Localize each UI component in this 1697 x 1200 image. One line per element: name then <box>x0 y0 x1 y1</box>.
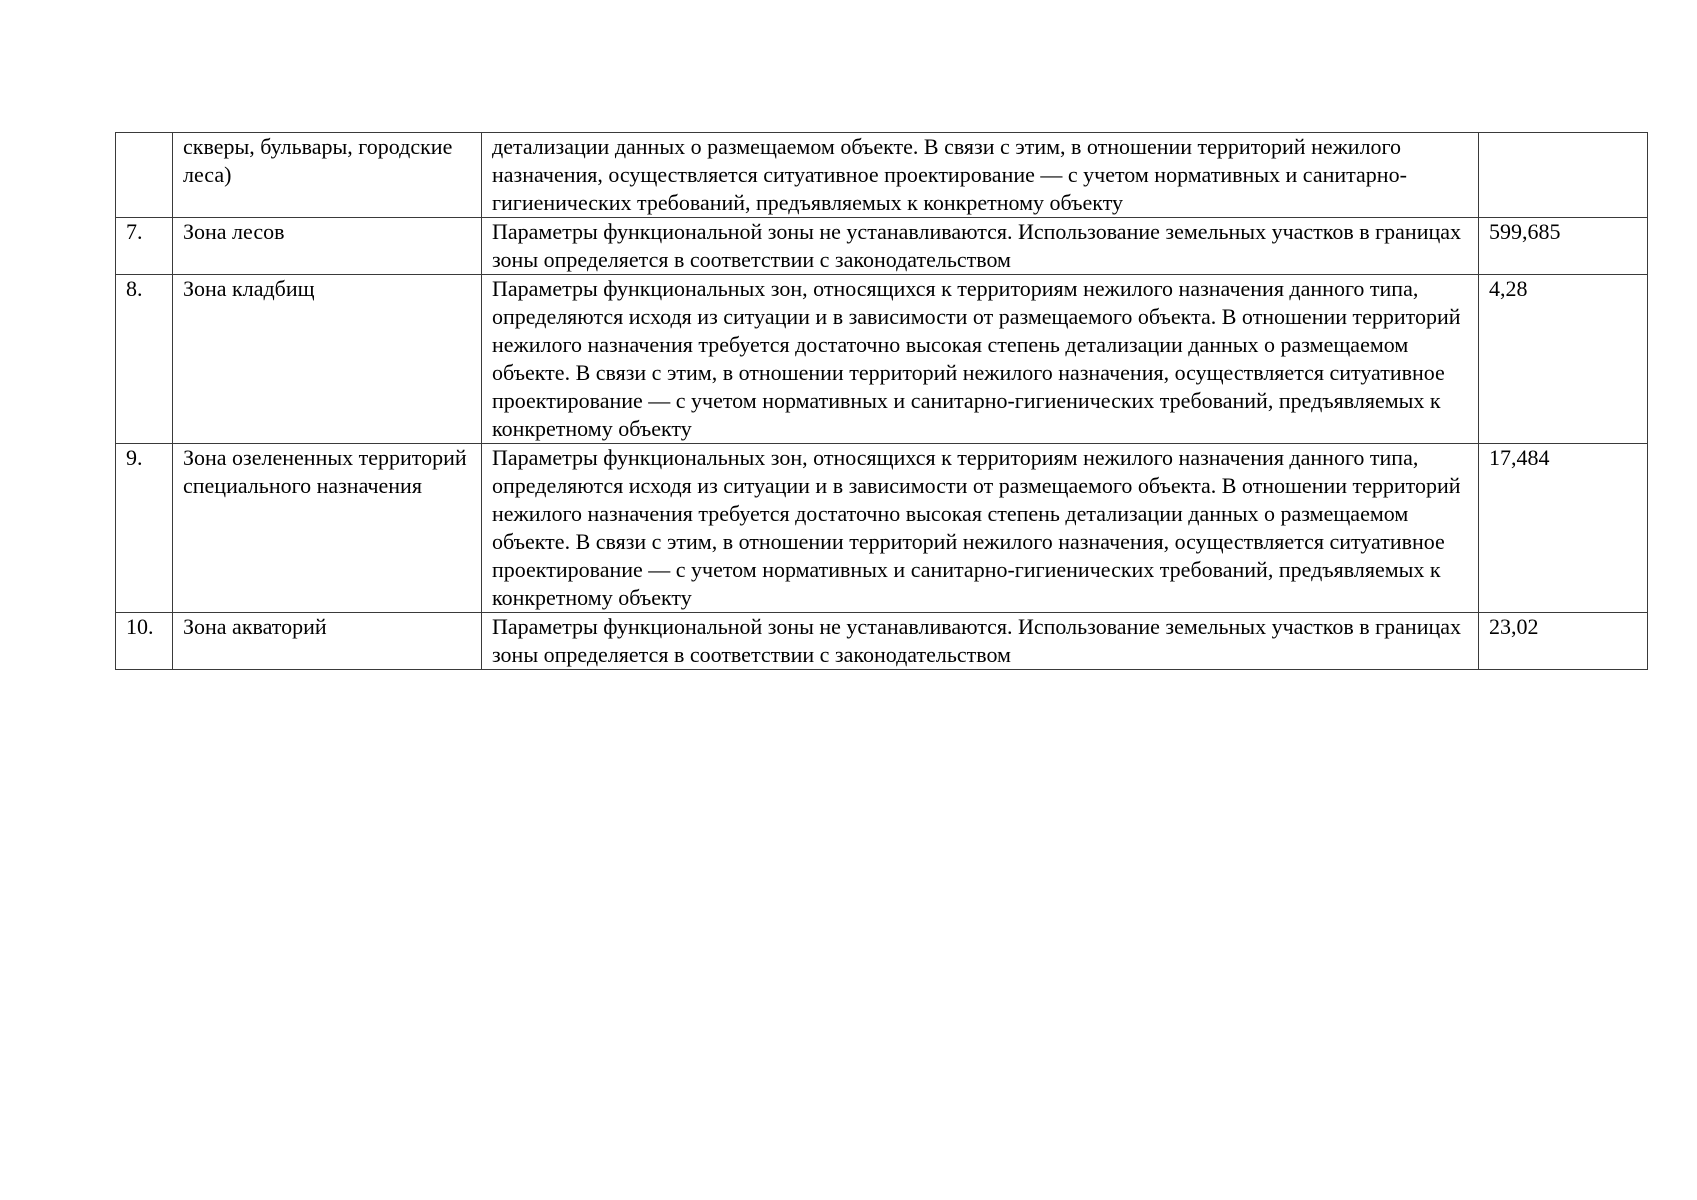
table-row <box>116 218 1648 275</box>
zone-area <box>1479 133 1648 218</box>
zone-description: Параметры функциональной зоны не устанавливаются. Использование земельных участков в границах зоны определяется в соответствии с законодательством <box>482 218 1479 275</box>
document-page <box>115 132 1647 670</box>
table-row <box>116 444 1648 613</box>
table-row <box>116 133 1648 218</box>
zone-name: Зона акваторий <box>173 613 482 670</box>
zone-description: Параметры функциональной зоны не устанавливаются. Использование земельных участков в границах зоны определяется в соответствии с законодательством <box>482 613 1479 670</box>
row-number: 10. <box>116 613 173 670</box>
zone-area: 23,02 <box>1479 613 1648 670</box>
zone-area: 4,28 <box>1479 275 1648 444</box>
table-row <box>116 275 1648 444</box>
table-row <box>116 613 1648 670</box>
zone-area: 599,685 <box>1479 218 1648 275</box>
zone-name: Зона лесов <box>173 218 482 275</box>
zone-description: Параметры функциональных зон, относящихся к территориям нежилого назначения данного типа, определяются исходя из ситуации и в зависимости от размещаемого объекта. В отношении территорий нежилого назначения требуется достаточно высокая степень детализации данных о размещаемом объекте. В связи с этим, в отношении территорий нежилого назначения, осуществляется ситуативное проектирование — с учетом нормативных и санитарно-гигиенических требований, предъявляемых к конкретному объекту <box>482 275 1479 444</box>
zones-table <box>115 132 1648 670</box>
zone-name: Зона кладбищ <box>173 275 482 444</box>
row-number: 7. <box>116 218 173 275</box>
zone-description: детализации данных о размещаемом объекте. В связи с этим, в отношении территорий нежилого назначения, осуществляется ситуативное проектирование — с учетом нормативных и санитарно-гигиенических требований, предъявляемых к конкретному объекту <box>482 133 1479 218</box>
row-number: 8. <box>116 275 173 444</box>
zone-description: Параметры функциональных зон, относящихся к территориям нежилого назначения данного типа, определяются исходя из ситуации и в зависимости от размещаемого объекта. В отношении территорий нежилого назначения требуется достаточно высокая степень детализации данных о размещаемом объекте. В связи с этим, в отношении территорий нежилого назначения, осуществляется ситуативное проектирование — с учетом нормативных и санитарно-гигиенических требований, предъявляемых к конкретному объекту <box>482 444 1479 613</box>
zone-name: Зона озелененных территорий специального назначения <box>173 444 482 613</box>
zone-area: 17,484 <box>1479 444 1648 613</box>
row-number: 9. <box>116 444 173 613</box>
row-number <box>116 133 173 218</box>
zone-name: скверы, бульвары, городские леса) <box>173 133 482 218</box>
